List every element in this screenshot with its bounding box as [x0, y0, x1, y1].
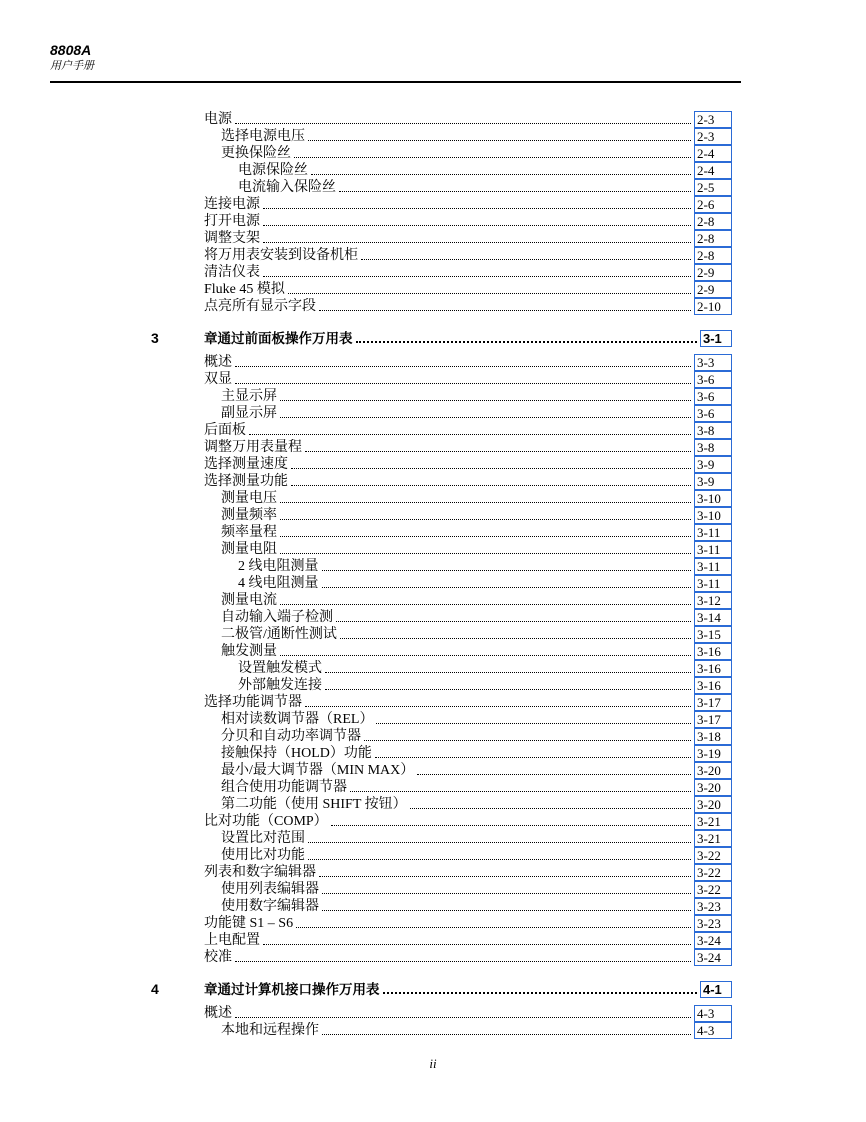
entry-title: 最小/最大调节器（MIN MAX） — [221, 763, 415, 778]
dot-leader — [308, 842, 691, 843]
dot-leader — [280, 417, 691, 418]
dot-leader — [356, 341, 698, 343]
page-link[interactable]: 2-5 — [694, 179, 732, 196]
entry-title: 分贝和自动功率调节器 — [221, 729, 361, 744]
dot-leader — [296, 927, 691, 928]
dot-leader — [305, 706, 691, 707]
dot-leader — [350, 791, 691, 792]
page-link[interactable]: 3-22 — [694, 881, 732, 898]
dot-leader — [263, 276, 691, 277]
chapter-number: 3 — [151, 330, 159, 346]
dot-leader — [308, 140, 691, 141]
page-link[interactable]: 3-6 — [694, 371, 732, 388]
toc-entry[interactable] — [204, 1005, 732, 1022]
page-link[interactable]: 4-3 — [694, 1022, 732, 1039]
page-link[interactable]: 2-8 — [694, 247, 732, 264]
page-link[interactable]: 2-3 — [694, 128, 732, 145]
page-link[interactable]: 3-15 — [694, 626, 732, 643]
dot-leader — [322, 910, 691, 911]
toc-entry[interactable] — [238, 558, 732, 575]
toc-entry[interactable] — [221, 830, 732, 847]
toc-chapter-row[interactable] — [204, 981, 732, 998]
dot-leader — [280, 400, 691, 401]
page-link[interactable]: 3-22 — [694, 864, 732, 881]
document-subtitle: 用户手册 — [50, 60, 94, 72]
page-link[interactable]: 3-20 — [694, 779, 732, 796]
dot-leader — [263, 944, 691, 945]
entry-title: 本地和远程操作 — [221, 1023, 319, 1038]
toc-entry[interactable] — [221, 796, 732, 813]
page-link[interactable]: 3-24 — [694, 949, 732, 966]
toc-entry[interactable] — [238, 575, 732, 592]
toc-entry[interactable] — [204, 864, 732, 881]
page-link[interactable]: 3-16 — [694, 660, 732, 677]
entry-title: 测量电压 — [221, 491, 277, 506]
entry-title: 4 线电阻测量 — [238, 576, 319, 591]
toc-entry[interactable] — [204, 694, 732, 711]
page-link[interactable]: 3-11 — [694, 558, 732, 575]
toc-entry[interactable] — [204, 949, 732, 966]
entry-title: 触发测量 — [221, 644, 277, 659]
entry-title: 电源 — [204, 112, 232, 127]
dot-leader — [235, 961, 691, 962]
entry-title: 选择测量速度 — [204, 457, 288, 472]
dot-leader — [305, 451, 691, 452]
entry-title: 电流输入保险丝 — [238, 180, 336, 195]
toc-entry[interactable] — [221, 881, 732, 898]
entry-title: 后面板 — [204, 423, 246, 438]
entry-title: 接触保持（HOLD）功能 — [221, 746, 372, 761]
entry-title: 选择功能调节器 — [204, 695, 302, 710]
page-link[interactable]: 3-20 — [694, 762, 732, 779]
page-link[interactable]: 3-21 — [694, 813, 732, 830]
dot-leader — [383, 992, 698, 994]
entry-title: 将万用表安装到设备机柜 — [204, 248, 358, 263]
dot-leader — [263, 208, 691, 209]
page-link[interactable]: 3-1 — [700, 330, 732, 347]
entry-title: 列表和数字编辑器 — [204, 865, 316, 880]
entry-title: 双显 — [204, 372, 232, 387]
dot-leader — [280, 536, 691, 537]
dot-leader — [336, 621, 691, 622]
page-link[interactable]: 3-11 — [694, 575, 732, 592]
dot-leader — [325, 672, 691, 673]
entry-title: 更换保险丝 — [221, 146, 291, 161]
toc-entry[interactable] — [238, 677, 732, 694]
toc-entry[interactable] — [221, 898, 732, 915]
dot-leader — [235, 366, 691, 367]
entry-title: 使用列表编辑器 — [221, 882, 319, 897]
toc-entry[interactable] — [204, 456, 732, 473]
chapter-title: 章通过计算机接口操作万用表 — [204, 982, 380, 997]
page-link[interactable]: 3-24 — [694, 932, 732, 949]
toc-entry[interactable] — [204, 298, 732, 315]
toc-entry[interactable] — [204, 281, 732, 298]
entry-title: 测量频率 — [221, 508, 277, 523]
entry-title: 外部触发连接 — [238, 678, 322, 693]
page-link[interactable]: 3-10 — [694, 507, 732, 524]
toc-entry[interactable] — [221, 847, 732, 864]
entry-title: 打开电源 — [204, 214, 260, 229]
toc-entry[interactable] — [204, 473, 732, 490]
page-link[interactable]: 3-8 — [694, 422, 732, 439]
page-link[interactable]: 3-19 — [694, 745, 732, 762]
entry-title: 副显示屏 — [221, 406, 277, 421]
toc-entry[interactable] — [221, 490, 732, 507]
page-link[interactable]: 2-4 — [694, 162, 732, 179]
entry-title: 相对读数调节器（REL） — [221, 712, 374, 727]
page-link[interactable]: 2-3 — [694, 111, 732, 128]
entry-title: 主显示屏 — [221, 389, 277, 404]
chapter-title: 章通过前面板操作万用表 — [204, 331, 353, 346]
product-model: 8808A — [50, 42, 92, 58]
dot-leader — [417, 774, 691, 775]
entry-title: 选择电源电压 — [221, 129, 305, 144]
dot-leader — [322, 1034, 691, 1035]
dot-leader — [364, 740, 691, 741]
page-link[interactable]: 3-17 — [694, 711, 732, 728]
toc-entry[interactable] — [204, 439, 732, 456]
entry-title: 使用比对功能 — [221, 848, 305, 863]
toc-entry[interactable] — [221, 745, 732, 762]
dot-leader — [331, 825, 691, 826]
entry-title: 电源保险丝 — [238, 163, 308, 178]
dot-leader — [280, 519, 691, 520]
page-link[interactable]: 3-10 — [694, 490, 732, 507]
entry-title: Fluke 45 模拟 — [204, 282, 285, 297]
toc-entry[interactable] — [238, 179, 732, 196]
page-link[interactable]: 3-3 — [694, 354, 732, 371]
toc-entry[interactable] — [221, 643, 732, 660]
page-link[interactable]: 2-4 — [694, 145, 732, 162]
entry-title: 概述 — [204, 355, 232, 370]
entry-title: 清洁仪表 — [204, 265, 260, 280]
toc-entry[interactable] — [238, 162, 732, 179]
entry-title: 2 线电阻测量 — [238, 559, 319, 574]
entry-title: 比对功能（COMP） — [204, 814, 328, 829]
entry-title: 调整支架 — [204, 231, 260, 246]
page-link[interactable]: 3-6 — [694, 405, 732, 422]
dot-leader — [249, 434, 691, 435]
page-link[interactable]: 3-22 — [694, 847, 732, 864]
dot-leader — [288, 293, 691, 294]
entry-title: 调整万用表量程 — [204, 440, 302, 455]
entry-title: 选择测量功能 — [204, 474, 288, 489]
entry-title: 二极管/通断性测试 — [221, 627, 337, 642]
dot-leader — [280, 604, 691, 605]
toc-entry[interactable] — [221, 507, 732, 524]
page-link[interactable]: 3-9 — [694, 456, 732, 473]
dot-leader — [311, 174, 691, 175]
toc-entry[interactable] — [221, 728, 732, 745]
entry-title: 设置触发模式 — [238, 661, 322, 676]
entry-title: 校准 — [204, 950, 232, 965]
toc-entry[interactable] — [221, 762, 732, 779]
dot-leader — [339, 191, 691, 192]
page-link[interactable]: 2-6 — [694, 196, 732, 213]
dot-leader — [280, 553, 691, 554]
dot-leader — [235, 123, 691, 124]
page-link[interactable]: 3-20 — [694, 796, 732, 813]
entry-title: 点亮所有显示字段 — [204, 299, 316, 314]
chapter-number: 4 — [151, 981, 159, 997]
dot-leader — [319, 310, 691, 311]
page-link[interactable]: 3-16 — [694, 677, 732, 694]
toc-entry[interactable] — [204, 354, 732, 371]
page-link[interactable]: 3-11 — [694, 541, 732, 558]
page-link[interactable]: 3-16 — [694, 643, 732, 660]
dot-leader — [322, 893, 691, 894]
toc-entry[interactable] — [221, 592, 732, 609]
entry-title: 测量电阻 — [221, 542, 277, 557]
toc-entry[interactable] — [204, 111, 732, 128]
toc-entry[interactable] — [204, 422, 732, 439]
toc-entry[interactable] — [221, 145, 732, 162]
dot-leader — [308, 859, 691, 860]
page-link[interactable]: 2-8 — [694, 230, 732, 247]
page-link[interactable]: 2-8 — [694, 213, 732, 230]
toc-chapter-row[interactable] — [204, 330, 732, 347]
page-link[interactable]: 3-23 — [694, 898, 732, 915]
page-link[interactable]: 3-8 — [694, 439, 732, 456]
entry-title: 自动输入端子检测 — [221, 610, 333, 625]
entry-title: 第二功能（使用 SHIFT 按钮） — [221, 797, 407, 812]
toc-entry[interactable] — [221, 626, 732, 643]
toc-entry[interactable] — [204, 371, 732, 388]
entry-title: 使用数字编辑器 — [221, 899, 319, 914]
toc-entry[interactable] — [204, 196, 732, 213]
toc-entry[interactable] — [204, 264, 732, 281]
page-link[interactable]: 3-11 — [694, 524, 732, 541]
dot-leader — [235, 383, 691, 384]
toc-entry[interactable] — [204, 213, 732, 230]
entry-title: 上电配置 — [204, 933, 260, 948]
page-link[interactable]: 4-1 — [700, 981, 732, 998]
page-link[interactable]: 2-10 — [694, 298, 732, 315]
entry-title: 连接电源 — [204, 197, 260, 212]
dot-leader — [263, 225, 691, 226]
toc-entry[interactable] — [221, 524, 732, 541]
dot-leader — [291, 485, 691, 486]
page-link[interactable]: 3-14 — [694, 609, 732, 626]
dot-leader — [319, 876, 691, 877]
page-link[interactable]: 3-23 — [694, 915, 732, 932]
dot-leader — [325, 689, 691, 690]
page-link[interactable]: 2-9 — [694, 264, 732, 281]
dot-leader — [376, 723, 691, 724]
page-number: ii — [429, 1056, 437, 1071]
dot-leader — [280, 655, 691, 656]
toc-entry[interactable] — [221, 779, 732, 796]
dot-leader — [340, 638, 691, 639]
toc-entry[interactable] — [204, 932, 732, 949]
dot-leader — [322, 587, 692, 588]
dot-leader — [263, 242, 691, 243]
dot-leader — [410, 808, 691, 809]
toc-entry[interactable] — [221, 405, 732, 422]
dot-leader — [375, 757, 691, 758]
toc-entry[interactable] — [204, 813, 732, 830]
dot-leader — [235, 1017, 691, 1018]
entry-title: 测量电流 — [221, 593, 277, 608]
toc-entry[interactable] — [221, 1022, 732, 1039]
toc-entry[interactable] — [221, 711, 732, 728]
page-link[interactable]: 4-3 — [694, 1005, 732, 1022]
page-link[interactable]: 2-9 — [694, 281, 732, 298]
toc-entry[interactable] — [221, 541, 732, 558]
dot-leader — [294, 157, 691, 158]
page-link[interactable]: 3-9 — [694, 473, 732, 490]
entry-title: 设置比对范围 — [221, 831, 305, 846]
entry-title: 频率量程 — [221, 525, 277, 540]
dot-leader — [280, 502, 691, 503]
entry-title: 组合使用功能调节器 — [221, 780, 347, 795]
toc-entry[interactable] — [221, 609, 732, 626]
page-link[interactable]: 3-18 — [694, 728, 732, 745]
toc-entry[interactable] — [204, 230, 732, 247]
dot-leader — [291, 468, 691, 469]
page-link[interactable]: 3-21 — [694, 830, 732, 847]
toc-entry[interactable] — [238, 660, 732, 677]
page-link[interactable]: 3-17 — [694, 694, 732, 711]
dot-leader — [322, 570, 692, 571]
page-link[interactable]: 3-12 — [694, 592, 732, 609]
toc-entry[interactable] — [221, 388, 732, 405]
toc-entry[interactable] — [204, 247, 732, 264]
page-link[interactable]: 3-6 — [694, 388, 732, 405]
toc-entry[interactable] — [221, 128, 732, 145]
entry-title: 概述 — [204, 1006, 232, 1021]
entry-title: 功能键 S1 – S6 — [204, 916, 294, 931]
toc-entry[interactable] — [204, 915, 732, 932]
dot-leader — [361, 259, 691, 260]
